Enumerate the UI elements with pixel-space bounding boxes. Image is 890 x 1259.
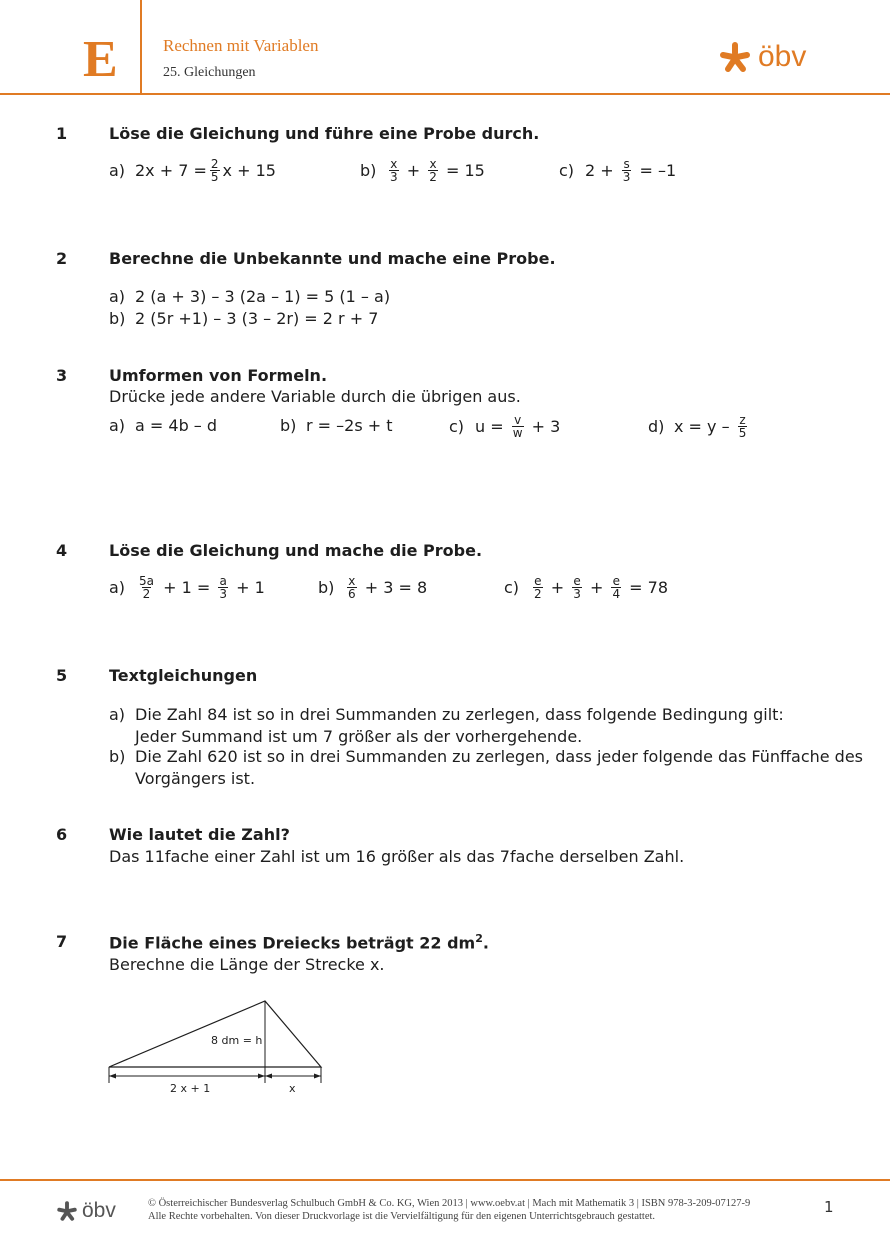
numerator: a — [219, 574, 227, 588]
task-number: 7 — [56, 932, 68, 951]
equation: a = 4b – d — [135, 416, 218, 435]
superscript: 2 — [475, 932, 483, 945]
denominator: 3 — [390, 170, 398, 184]
task-3d — [648, 414, 750, 439]
denominator: 3 — [219, 587, 227, 601]
page-number: 1 — [824, 1198, 834, 1216]
task-heading: Berechne die Unbekannte und mache eine Probe. — [109, 249, 556, 268]
equation-part: + 1 — [230, 578, 265, 597]
header-divider-vertical — [140, 0, 142, 94]
numerator: x — [348, 574, 356, 588]
item-label: c) — [504, 578, 520, 597]
text-line: Die Zahl 84 ist so in drei Summanden zu zerlegen, dass folgende Bedingung gilt: — [135, 705, 784, 724]
equation-part: + 1 = — [158, 578, 216, 597]
item-label: a) — [109, 161, 126, 180]
item-label: c) — [449, 417, 465, 436]
equation-part: u = — [475, 417, 509, 436]
task-number: 5 — [56, 666, 68, 685]
header-divider — [0, 93, 890, 95]
copyright-line: © Österreichischer Bundesverlag Schulbuch GmbH & Co. KG, Wien 2013 | www.oebv.at | Mach mit Mathematik 3 | ISBN 978-3-209-07127-9 — [148, 1198, 751, 1209]
task-number: 3 — [56, 366, 68, 385]
equation-part: 2x + 7 = — [135, 161, 207, 180]
item-label: b) — [318, 578, 335, 597]
text-line: Die Zahl 620 ist so in drei Summanden zu zerlegen, dass jeder folgende das Fünffache des — [135, 747, 864, 766]
fraction — [572, 575, 582, 600]
denominator: w — [512, 426, 523, 440]
item-label: a) — [109, 578, 126, 597]
denominator: 2 — [534, 587, 542, 601]
item-label: c) — [559, 161, 575, 180]
item-label: a) — [109, 705, 126, 724]
task-1a — [109, 158, 276, 183]
task-heading: Wie lautet die Zahl? — [109, 825, 290, 844]
task-description: Das 11fache einer Zahl ist um 16 größer als das 7fache derselben Zahl. — [109, 847, 685, 866]
task-4b — [318, 575, 427, 600]
denominator: 5 — [738, 426, 747, 440]
item-label: b) — [109, 747, 126, 766]
numerator: 2 — [210, 157, 219, 171]
task-heading: Löse die Gleichung und führe eine Probe durch. — [109, 124, 540, 143]
fraction — [512, 414, 524, 439]
star-logo-icon — [56, 1200, 78, 1222]
task-number: 4 — [56, 541, 68, 560]
item-label: d) — [648, 417, 665, 436]
item-label: a) — [109, 416, 126, 435]
task-3b — [280, 416, 393, 435]
numerator: v — [514, 413, 522, 427]
footer-divider — [0, 1179, 890, 1181]
fraction — [210, 158, 220, 183]
arrowhead — [314, 1074, 321, 1079]
denominator: 3 — [622, 170, 631, 184]
text-line: Jeder Summand ist um 7 größer als der vorhergehende. — [135, 727, 583, 746]
task-5b — [109, 747, 863, 766]
item-label: a) — [109, 287, 126, 306]
chapter-title: Rechnen mit Variablen — [163, 36, 319, 55]
numerator: e — [573, 574, 581, 588]
arrowhead — [265, 1074, 272, 1079]
task-4c — [504, 575, 668, 600]
task-heading: Textgleichungen — [109, 666, 258, 685]
equation: r = –2s + t — [306, 416, 393, 435]
equation-part: + 3 = 8 — [359, 578, 428, 597]
equation-part: + 3 — [526, 417, 561, 436]
denominator: 5 — [210, 170, 219, 184]
denominator: 2 — [142, 587, 151, 601]
footer-logo — [56, 1199, 116, 1223]
text-line: Vorgängers ist. — [135, 769, 256, 788]
equation: 2 (5r +1) – 3 (3 – 2r) = 2 r + 7 — [135, 309, 379, 328]
fraction — [533, 575, 543, 600]
numerator: z — [739, 413, 746, 427]
equation-part: + — [545, 578, 570, 597]
task-1c — [559, 158, 676, 183]
task-heading — [109, 932, 489, 952]
height-label: 8 dm = h — [211, 1034, 263, 1047]
task-1b — [360, 158, 485, 183]
numerator: s — [623, 157, 630, 171]
fraction — [738, 414, 748, 439]
publisher-logo — [718, 40, 806, 74]
task-2b — [109, 309, 378, 328]
equation: 2 (a + 3) – 3 (2a – 1) = 5 (1 – a) — [135, 287, 391, 306]
fraction — [622, 158, 632, 183]
numerator: 5a — [139, 574, 154, 588]
denominator: 6 — [348, 587, 356, 601]
task-number: 2 — [56, 249, 68, 268]
task-2a — [109, 287, 390, 306]
base-left-label: 2 x + 1 — [170, 1082, 211, 1095]
denominator: 2 — [429, 170, 437, 184]
equation-part: 2 + — [585, 161, 619, 180]
task-5a — [109, 705, 784, 724]
fraction — [138, 575, 155, 600]
task-number: 6 — [56, 825, 68, 844]
base-right-label: x — [289, 1082, 296, 1095]
equation-part: = 78 — [624, 578, 669, 597]
arrowhead — [258, 1074, 265, 1079]
numerator: x — [429, 157, 437, 171]
equation-part: x = y – — [674, 417, 735, 436]
fraction — [218, 575, 228, 600]
section-subtitle: 25. Gleichungen — [163, 65, 256, 80]
numerator: e — [534, 574, 542, 588]
equation-part: = 15 — [440, 161, 485, 180]
arrowhead — [109, 1074, 116, 1079]
task-3c — [449, 414, 560, 439]
fraction — [347, 575, 357, 600]
task-heading: Umformen von Formeln. — [109, 366, 328, 385]
task-3a — [109, 416, 217, 435]
equation-part: + — [401, 161, 426, 180]
item-label: b) — [280, 416, 297, 435]
task-description: Berechne die Länge der Strecke x. — [109, 955, 385, 974]
numerator: x — [390, 157, 398, 171]
fraction — [428, 158, 438, 183]
heading-text: Die Fläche eines Dreiecks beträgt 22 dm — [109, 933, 476, 953]
task-number: 1 — [56, 124, 68, 143]
task-description: Drücke jede andere Variable durch die übrigen aus. — [109, 387, 521, 406]
task-4a — [109, 575, 265, 600]
rights-line: Alle Rechte vorbehalten. Von dieser Druckvorlage ist die Vervielfältigung für den eigenen Unterrichtsgebrauch gestattet. — [148, 1211, 656, 1222]
fraction — [389, 158, 399, 183]
item-label: b) — [109, 309, 126, 328]
logo-text: öbv — [758, 40, 807, 73]
star-logo-icon — [718, 40, 752, 74]
heading-text: . — [482, 933, 489, 953]
fraction — [611, 575, 621, 600]
task-heading: Löse die Gleichung und mache die Probe. — [109, 541, 483, 560]
item-label: b) — [360, 161, 377, 180]
logo-text: öbv — [82, 1199, 116, 1222]
denominator: 3 — [573, 587, 581, 601]
equation-part: + — [584, 578, 609, 597]
equation-part: = –1 — [634, 161, 677, 180]
equation-part: x + 15 — [222, 161, 276, 180]
chapter-letter: E — [83, 31, 118, 88]
denominator: 4 — [612, 587, 621, 601]
numerator: e — [612, 574, 620, 588]
